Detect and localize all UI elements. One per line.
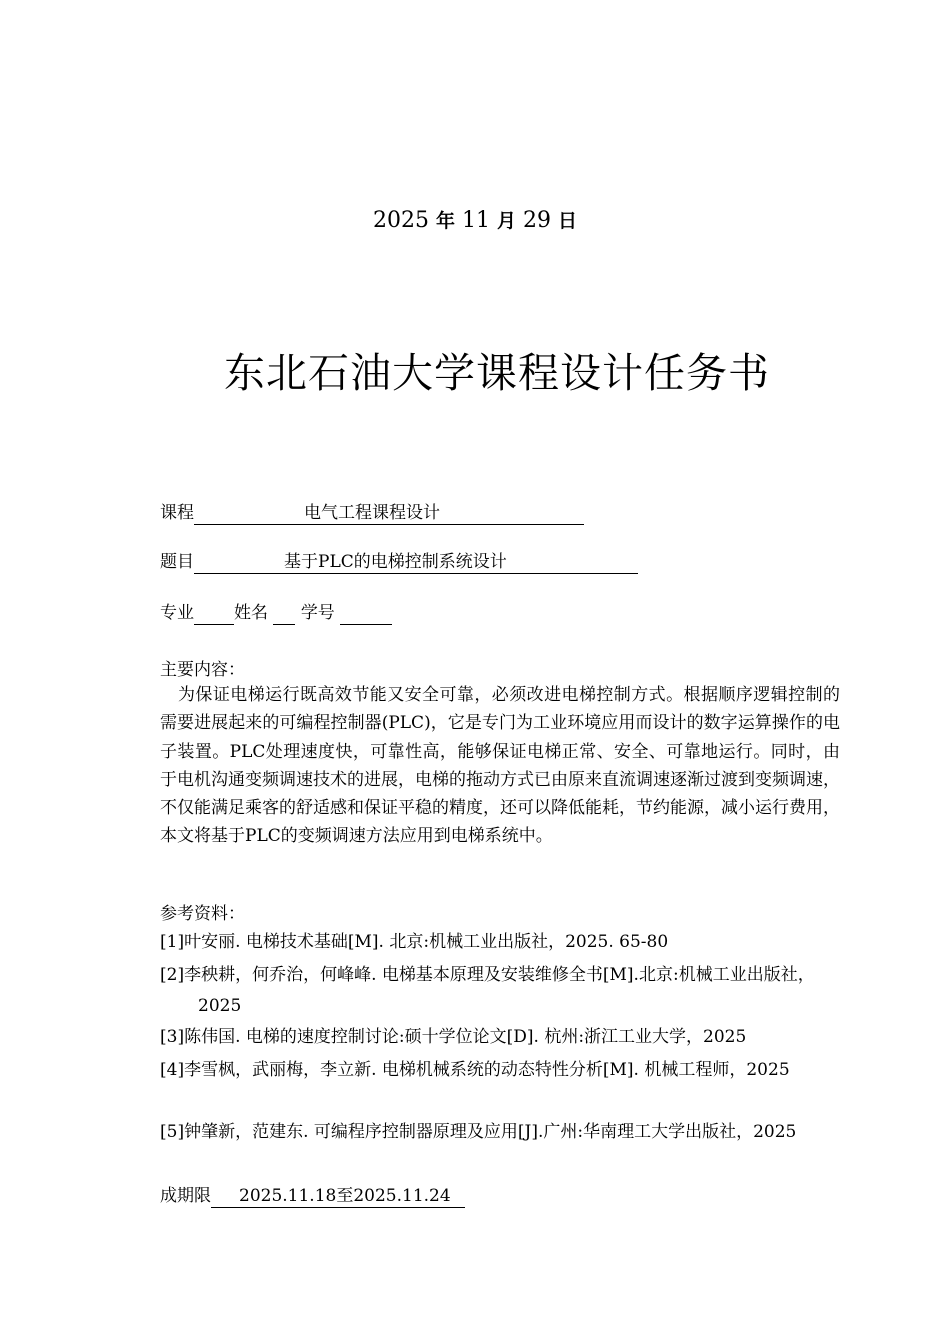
- course-value: 电气工程课程设计: [304, 503, 440, 523]
- content-heading: 主要内容：: [160, 660, 245, 680]
- topic-line: [160, 547, 638, 574]
- date-month-unit: 月: [496, 210, 516, 232]
- deadline-line: [160, 1181, 465, 1208]
- date-month: 11: [461, 208, 490, 233]
- reference-item-3: [3]陈伟国. 电梯的速度控制讨论:硕十学位论文[D]. 杭州:浙江工业大学，2025: [160, 1027, 747, 1047]
- name-blank: [273, 603, 295, 625]
- major-label: 专业: [160, 603, 194, 623]
- deadline-value-underline: [211, 1186, 465, 1208]
- content-body: 为保证电梯运行既高效节能又安全可靠，必须改进电梯控制方式。根据顺序逻辑控制的需要进展起来的可编程控制器(PLC)，它是专门为工业环境应用而设计的数字运算操作的电子装置。PLC处理速度快，可靠性高，能够保证电梯正常、安全、可靠地运行。同时，由于电机沟通变频调速技术的进展，电梯的拖动方式已由原来直流调速逐渐过渡到变频调速，不仅能满足乘客的舒适感和保证平稳的精度，还可以降低能耗，节约能源，减小运行费用，本文将基于PLC的变频调速方法应用到电梯系统中。: [160, 685, 840, 847]
- date-year-unit: 年: [435, 210, 455, 232]
- reference-item-2: [2]李秧耕，何乔治，何峰峰. 电梯基本原理及安装维修全书[M].北京:机械工业出版社，2025: [160, 965, 815, 1016]
- deadline-label: 成期限: [160, 1186, 211, 1206]
- topic-value: 基于PLC的电梯控制系统设计: [284, 552, 507, 572]
- topic-label: 题目: [160, 552, 194, 572]
- references-heading: 参考资料：: [160, 904, 245, 924]
- date-day: 29: [523, 208, 551, 233]
- course-line: [160, 498, 584, 525]
- reference-item-1: [1]叶安丽. 电梯技术基础[M]. 北京:机械工业出版社，2025. 65-80: [160, 932, 669, 952]
- student-info-line: [160, 598, 392, 625]
- course-value-underline: [194, 503, 584, 525]
- major-blank: [194, 603, 234, 625]
- deadline-value: 2025.11.18至2025.11.24: [239, 1186, 451, 1206]
- course-label: 课程: [160, 503, 194, 523]
- document-date: [0, 206, 950, 233]
- name-label: 姓名: [234, 603, 268, 623]
- date-year: 2025: [372, 208, 429, 233]
- date-day-unit: 日: [558, 210, 578, 232]
- reference-item-4: [4]李雪枫，武丽梅，李立新. 电梯机械系统的动态特性分析[M]. 机械工程师，2025: [160, 1060, 790, 1080]
- topic-value-underline: [194, 552, 638, 574]
- reference-item-5: [5]钟肇新，范建东. 可编程序控制器原理及应用[J].广州:华南理工大学出版社，2025: [160, 1122, 797, 1142]
- student-id-label: 学号: [300, 603, 335, 623]
- student-id-blank: [340, 603, 392, 625]
- document-title: 东北石油大学课程设计任务书: [224, 349, 770, 397]
